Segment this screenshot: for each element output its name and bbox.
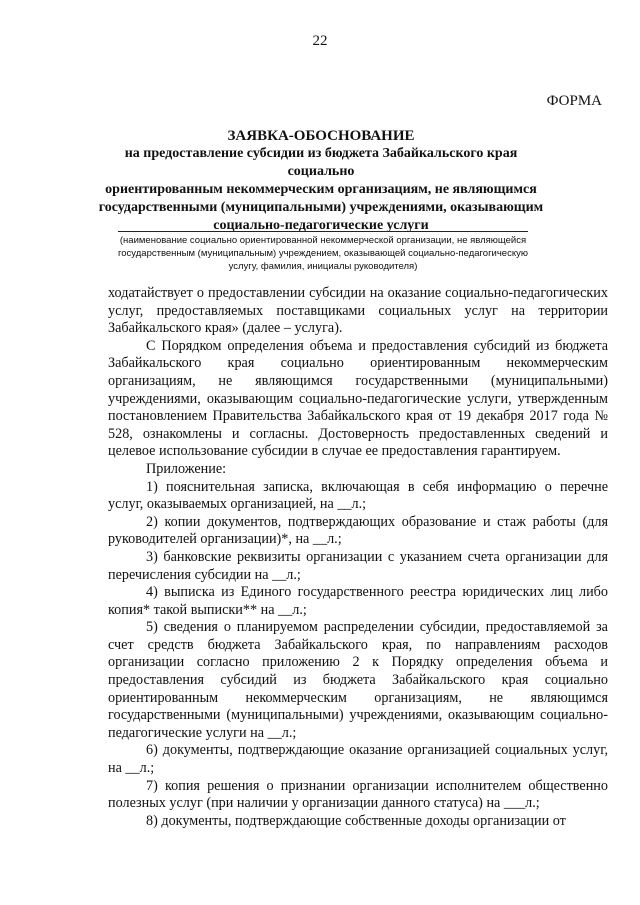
- appendix-item: 2) копии документов, подтверждающих образование и стаж работы (для руководителей организации)*, на __л.;: [108, 513, 608, 548]
- title-line: ориентированным некоммерческим организациям, не являющимся: [105, 182, 537, 197]
- body-text: [108, 285, 608, 830]
- main-title: ЗАЯВКА-ОБОСНОВАНИЕ: [227, 128, 415, 144]
- procedure-paragraph: С Порядком определения объема и предоставления субсидий из бюджета Забайкальского края социально ориентированным некоммерческим организациям, не являющимся государственными (муниципальными) учреждениями, оказывающим социально-педагогические услуги, утвержденным постановлением Правительства Забайкальского края от 19 декабря 2017 года № 528, ознакомлены и согласны. Достоверность предоставленных сведений и целевое использование субсидии в случае ее предоставления гарантируем.: [108, 337, 608, 460]
- appendix-item: 7) копия решения о признании организации исполнителем общественно полезных услуг (при наличии у организации данного статуса) на ___л.;: [108, 777, 608, 812]
- intro-paragraph: ходатайствует о предоставлении субсидии на оказание социально-педагогических услуг, предоставляемых поставщиками социальных услуг на территории Забайкальского края» (далее – услуга).: [108, 285, 608, 337]
- title-line: социально-педагогические услуги: [213, 218, 429, 233]
- organization-caption: [118, 234, 528, 273]
- appendix-item: 6) документы, подтверждающие оказание организацией социальных услуг, на __л.;: [108, 742, 608, 777]
- appendix-item: 1) пояснительная записка, включающая в себя информацию о перечне услуг, оказываемых организацией, на __л.;: [108, 478, 608, 513]
- appendix-item: 8) документы, подтверждающие собственные доходы организации от: [146, 812, 566, 829]
- appendix-item: 4) выписка из Единого государственного реестра юридических лиц либо копия* такой выписки** на __л.;: [108, 584, 608, 618]
- page-number: 22: [312, 33, 328, 49]
- title-line: государственными (муниципальными) учреждениями, оказывающим: [98, 200, 544, 215]
- appendix-item: 3) банковские реквизиты организации с указанием счета организации для перечисления субсидии на __л.;: [108, 548, 608, 583]
- appendix-label: Приложение:: [146, 460, 227, 477]
- caption-line: государственным (муниципальным) учреждением, оказывающей социально-педагогическую: [118, 248, 528, 259]
- caption-line: услугу, фамилия, инициалы руководителя): [228, 261, 418, 272]
- appendix-item: 5) сведения о планируемом распределении субсидии, предоставляемой за счет средств бюджета Забайкальского края, по направлениям расходов организации согласно приложению 2 к Порядку определения объема и предоставления субсидий из бюджета Забайкальского края социально ориентированным некоммерческим организациям, не являющимся государственными (муниципальными) учреждениями, оказывающим социально-педагогические услуги на __л.;: [108, 619, 608, 741]
- document-title: [95, 127, 547, 235]
- caption-line: (наименование социально ориентированной некоммерческой организации, не являющейся: [119, 235, 527, 246]
- organization-name-line: [118, 231, 528, 232]
- form-label: ФОРМА: [546, 93, 602, 109]
- title-line: на предоставление субсидии из бюджета Забайкальского края социально: [124, 146, 518, 179]
